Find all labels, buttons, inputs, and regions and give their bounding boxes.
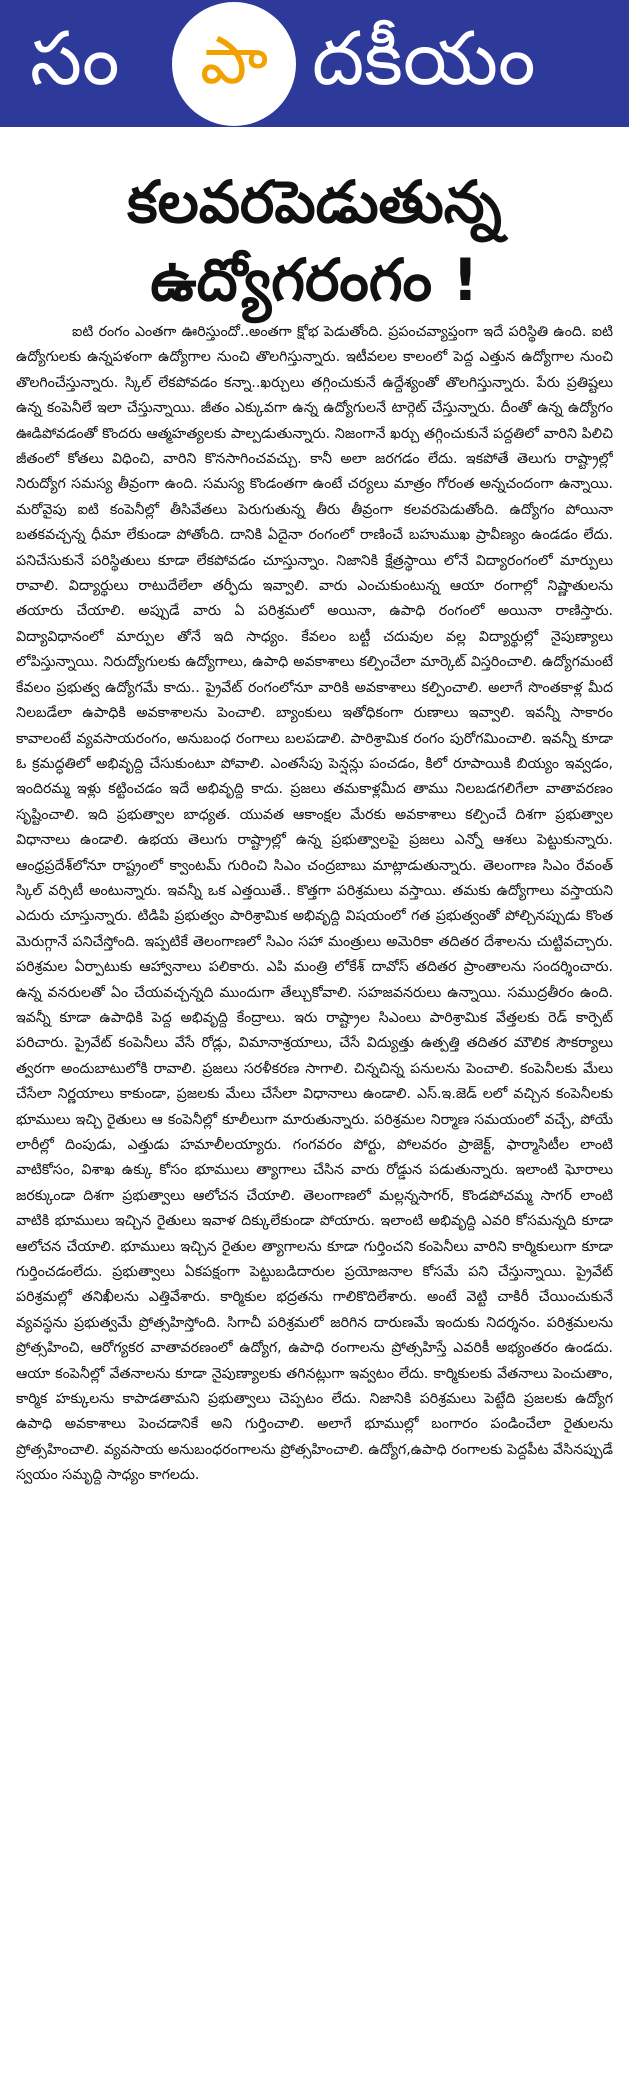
masthead-right-text: దకీయం (312, 16, 536, 102)
article-paragraph: ఐటి రంగం ఎంతగా ఊరిస్తుందో..అంతగా క్షోభ పెడుతోంది. ప్రపంచవ్యాప్తంగా ఇదే పరిస్థితి ఉంది. ఐటి ఉద్యోగులకు ఉన్నపళంగా ఉద్యోగాల నుంచి తొలగిస్తున్నారు. ఇటీవలల కాలంలో పెద్ద ఎత్తున ఉద్యోగాల నుంచి తొలగించేస్తున్నారు. స్కిల్ లేకపోవడం కన్నా..ఖర్చులు తగ్గించుకునే ఉద్దేశ్యంతో తొలగిస్తున్నారు. పేరు ప్రతిష్టలు ఉన్న కంపెనీలే ఇలా చేస్తున్నాయి. జీతం ఎక్కువగా ఉన్న ఉద్యోగులనే టార్గెట్ చేస్తున్నారు. దీంతో ఉన్న ఉద్యోగం ఊడిపోవడంతో కొందరు ఆత్మహత్యలకు పాల్పడుతున్నారు. నిజంగానే ఖర్చు తగ్గించుకునే పద్దతిలో వారిని పిలిచి జీతంలో కోతలు విధించి, వారిని కొనసాగించవచ్చు. కానీ అలా జరగడం లేదు. ఇకపోతే తెలుగు రాష్ట్రాల్లో నిరుద్యోగ సమస్య తీవ్రంగా ఉంది. సమస్య కొండంతగా ఉంటే చర్యలు మాత్రం గోరంత అన్నచందంగా ఉన్నాయి. మరోవైపు ఐటి కంపెనీల్లో తీసివేతలు పెరుగుతున్న తీరు తీవ్రంగా కలవరపెడుతోంది. ఉద్యోగం పోయినా బతకవచ్చన్న ధీమా లేకుండా పోతోంది. దానికి ఏదైనా రంగంలో రాణించే బహుముఖ ప్రావీణ్యం ఉండడం లేదు. పనిచేసుకునే పరిస్థితులు కూడా లేకపోవడం చూస్తున్నాం. నిజానికి క్షేత్రస్థాయి లోనే విద్యారంగంలో మార్పులు రావాలి. విద్యార్థులు రాటుదేలేలా తర్ఫీదు ఇవ్వాలి. వారు ఎంచుకుంటున్న ఆయా రంగాల్లో నిష్ణాతులను తయారు చేయాలి. అప్పుడే వారు ఏ పరిశ్రమలో అయినా, ఉపాధి రంగంలో అయినా రాణిస్తారు. విద్యావిధానంలో మార్పుల తోనే ఇది సాధ్యం. కేవలం బట్టీ చదువుల వల్ల విద్యార్థుల్లో నైపుణ్యాలు లోపిస్తున్నాయి. నిరుద్యోగులకు ఉద్యోగాలు, ఉపాధి అవకాశాలు కల్పించేలా మార్కెట్ విస్తరించాలి. ఉద్యోగమంటే కేవలం ప్రభుత్వ ఉద్యోగమే కాదు.. ప్రైవేట్ రంగంలోనూ వారికి అవకాశాలు కల్పించాలి. అలాగే సొంతకాళ్ల మీద నిలబడేలా ఉపాధికి అవకాశాలను పెంచాలి. బ్యాంకులు ఇతోధికంగా రుణాలు ఇవ్వాలి. ఇవన్నీ సాకారం కావాలంటే వ్యవసాయరంగం, అనుబంధ రంగాలు బలపడాలి. పారిశ్రామిక రంగం పురోగమించాలి. ఇవన్నీ కూడా ఓ క్రమద్ధతిలో అభివృద్ది చేసుకుంటూ పోవాలి. ఎంతసేపు పెన్షన్లు పంచడం, కిలో రూపాయికి బియ్యం ఇవ్వడం, ఇందిరమ్మ ఇళ్లు కట్టించడం ఇదే అభివృద్ది కాదు. ప్రజలు తమకాళ్లమీద తాము నిలబడగలిగేలా వాతావరణం సృష్టించాలి. ఇది ప్రభుత్వాల బాధ్యత. యువత ఆకాంక్షల మేరకు అవకాశాలు కల్పించే దిశగా ప్రభుత్వాల విధానాలు ఉండాలి. ఉభయ తెలుగు రాష్ట్రాల్లో ఉన్న ప్రభుత్వాలపై ప్రజలు ఎన్నో ఆశలు పెట్టుకున్నారు. ఆంధ్రప్రదేశ్‌లోనూ రాష్ట్రంలో క్వాంటమ్ గురించి సిఎం చంద్రబాబు మాట్లాడుతున్నారు. తెలంగాణ సిఎం రేవంత్ స్కిల్ వర్సిటీ అంటున్నారు. ఇవన్నీ ఒక ఎత్తయితే.. కొత్తగా పరిశ్రమలు వస్తాయి. తమకు ఉద్యోగాలు వస్తాయని ఎదురు చూస్తున్నారు. టిడిపి ప్రభుత్వం పారిశ్రామిక అభివృద్ది విషయంలో గత ప్రభుత్వంతో పోల్చినప్పుడు కొంత మెరుగ్గానే పనిచేస్తోంది. ఇప్పటికే తెలంగాణలో సిఎం సహా మంత్రులు అమెరికా తదితర దేశాలను చుట్టివచ్చారు. పరిశ్రమల ఏర్పాటుకు ఆహ్వానాలు పలికారు. ఎపి మంత్రి లోకేశ్ దావోస్ తదితర ప్రాంతాలను సందర్శించారు. ఉన్న వనరులతో ఏం చేయవచ్చన్నది ముందుగా తేల్చుకోవాలి. సహజవనరులు ఉన్నాయి. సముద్రతీరం ఉంది. ఇవన్నీ కూడా ఉపాధికి పెద్ద అభివృద్ది కేంద్రాలు. ఇరు రాష్ట్రాల సిఎంలు పారిశ్రామిక వేత్తలకు రెడ్ కార్పెట్ పరిచారు. ప్రైవేట్ కంపెనీలు వేసే రోడ్లు, విమానాశ్రయాలు, చేసే విద్యుత్తు ఉత్పత్తి తదితర మౌలిక సౌకర్యాలు త్వరగా అందుబాటులోకి రావాలి. ప్రజలు సరళీకరణ సాగాలి. చిన్నచిన్న పనులను పెంచాలి. కంపెనీలకు మేలు చేసేలా నిర్ణయాలు కాకుండా, ప్రజలకు మేలు చేసేలా విధానాలు ఉండాలి. ఎస్.ఇ.జెడ్ లలో వచ్చిన కంపెనీలకు భూములు ఇచ్చి రైతులు ఆ కంపెనీల్లో కూలీలుగా మారుతున్నారు. పరిశ్రమల నిర్మాణ సమయంలో వచ్చే, పోయే లారీల్లో దింపుడు, ఎత్తుడు హమాలీలయ్యారు. గంగవరం పోర్టు, పోలవరం ప్రాజెక్ట్, ఫార్మాసిటీల లాంటి వాటికోసం, విశాఖ ఉక్కు కోసం భూములు త్యాగాలు చేసిన వారు రోడ్డున పడుతున్నారు. ఇలాంటి ఘోరాలు జరక్కుండా దిశగా ప్రభుత్వాలు ఆలోచన చేయాలి. తెలంగాణలో మల్లన్నసాగర్, కొండపోచమ్మ సాగర్ లాంటి వాటికి భూములు ఇచ్చిన రైతులు ఇవాళ దిక్కులేకుండా పోయారు. ఇలాంటి అభివృద్ది ఎవరి కోసమన్నది కూడా ఆలోచన చేయాలి. భూములు ఇచ్చిన రైతుల త్యాగాలను కూడా గుర్తించని కంపెనీలు వారిని కార్మికులుగా కూడా గుర్తించడంలేదు. ప్రభుత్వాలు ఏకపక్షంగా పెట్టుబడిదారుల ప్రయోజనాల కోసమే పని చేస్తున్నాయి. ప్రైవేట్ పరిశ్రమల్లో తనిఖీలను ఎత్తివేశారు. కార్మికుల భద్రతను గాలికొదిలేశారు. అంటే వెట్టి చాకిరీ చేయించుకునే వ్యవస్థను ప్రభుత్వమే ప్రోత్సహిస్తోంది. సిగాచీ పరిశ్రమలో జరిగిన దారుణమే ఇందుకు నిదర్శనం. పరిశ్రమలను ప్రోత్సహించి, ఆరోగ్యకర వాతావరణంలో ఉద్యోగ, ఉపాధి రంగాలను ప్రోత్సహిస్తే ఎవరికీ అభ్యంతరం ఉండదు. ఆయా కంపెనీల్లో వేతనాలను కూడా నైపుణ్యాలకు తగినట్లుగా ఇవ్వటం లేదు. కార్మికులకు వేతనాలు పెంచుతాం, కార్మిక హక్కులను కాపాడతామని ప్రభుత్వాలు చెప్పటం లేదు. నిజానికి పరిశ్రమలు పెట్టేది ప్రజలకు ఉద్యోగ ఉపాధి అవకాశాలు పెంచడానికే అని గుర్తించాలి. అలాగే భూముల్లో బంగారం పండించేలా రైతులను ప్రోత్సహించాలి. వ్యవసాయ అనుబంధరంగాలను ప్రోత్సహించాలి. ఉద్యోగ,ఉపాధి రంగాలకు పెద్దపీట వేసినప్పుడే స్వయం సమృద్ది సాధ్యం కాగలదు. (16, 324, 613, 1484)
masthead-banner (0, 0, 629, 130)
headline-line-2: ఉద్యోగరంగం ! (150, 246, 479, 315)
article-body (16, 320, 613, 2080)
masthead-logo-text: పా (199, 22, 269, 99)
headline-line-1: కలవరపెడుతున్న (127, 168, 502, 237)
article-headline (0, 168, 629, 315)
masthead-left-text: సం (30, 16, 120, 102)
